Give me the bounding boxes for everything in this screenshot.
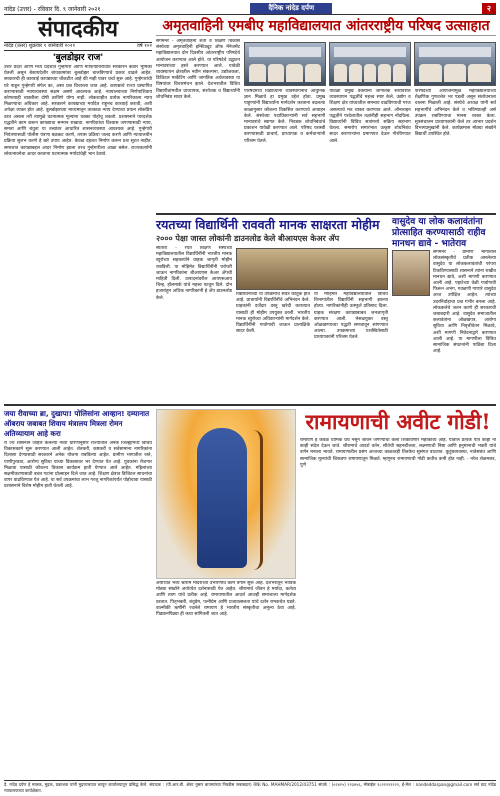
newspaper-name: दैनिक नांदेड दर्पण xyxy=(250,3,332,14)
story2side-headline: वासुदेव या लोक कलावंतांना प्रोत्साहित करण्यासाठी राहीव मानधन द्यावे - भातेराव xyxy=(392,217,486,249)
editorial-column xyxy=(4,17,152,400)
story2side-body: संगमनेर - ग्रामीण भागातील लोकसंस्कृतीचे प्रतीक असलेल्या वासुदेव या लोककलावंतांची परंपरा टिकविण्यासाठी शासनाने त्यांना राखीव मानधन द्यावे, अशी मागणी करण्यात आली आहे. पहाटेच्या वेळी गावोगावी फिरून अभंग, गवळणी गाणारे वासुदेव आज उपेक्षित आहेत. त्यांच्या उदरनिर्वाहाचा प्रश्न गंभीर बनला आहे. लोककलेचे जतन करणे ही सरकारची जबाबदारी आहे. वासुदेव समाजातील कलावंतांना ओळखपत्र, आरोग्य सुविधा आणि निवृत्तीवेतन मिळावे, अशी मागणी निवेदनाद्वारे करण्यात आली आहे. या मागणीला विविध सामाजिक संघटनांनी पाठिंबा दिला आहे. xyxy=(433,250,496,355)
story2-subhead: २००० पेक्षा जास्त लोकांनी डाउनलोड केले बीआयएस केअर ॲप xyxy=(156,234,340,243)
event-photo-3 xyxy=(414,42,496,86)
imprint-footer: दै. नांदेड दर्पण हे मालक, मुद्रक, प्रकाशक यांनी मुद्रणालयात छापून कार्यालयातून प्रसिद्ध केले. संपादक : (पी.आर.बी. ॲक्ट नुसार बातम्यांच्या निवडीस जबाबदार) RNI No. MAHMAR/2012/43751 संपर्क : (०२४२५) २२३४५६, मोबाईल ९८२२२२२२२२, ई-मेल : nandeddarpan@gmail.com सर्व वाद नांदेड न्यायालयाच्या कार्यक्षेत्रात. xyxy=(4,782,496,793)
story1-col2: परिषदेमध्ये विद्यार्थ्यांना व्यवस्थापनाचे आधुनिक ज्ञान मिळावे हा प्रमुख उद्देश होता. प्रमुख पाहुण्यांनी विद्यार्थ्यांना मार्गदर्शन करताना बदलत्या काळानुसार कौशल्य विकसित करण्याचे आवाहन केले. संस्थेच्या पदाधिकाऱ्यांनी सर्व सहभागी मान्यवरांचे स्वागत केले. निवडक शोधनिबंधांचे प्रकाशन यावेळी करण्यात आले. परिषद यशस्वी करण्यासाठी प्राचार्य, प्राध्यापक व कर्मचाऱ्यांनी परिश्रम घेतले. xyxy=(244,89,326,144)
vasudev-portrait xyxy=(392,250,430,296)
event-photo-2 xyxy=(329,42,411,86)
story1-headline: अमृतवाहिनी एमबीए महाविद्यालयात आंतरराष्ट्रीय परिषद उत्साहात xyxy=(156,17,496,36)
ramayan-title: रामायणाची अवीट गोडी! xyxy=(305,409,491,434)
story2-col2: विद्यार्थिनींच्या या उपक्रमाचे सर्वत्र कौतुक होत आहे. प्राचार्यांनी विद्यार्थिनींचे अभिनंदन केले. ग्राहकांनी दर्जेदार वस्तू खरेदी कराव्यात यासाठी ही मोहीम उपयुक्त ठरली. भारतीय मानक ब्युरोच्या अधिकाऱ्यांनी मार्गदर्शन केले. विद्यार्थिनींनी गावोगावी जाऊन प्रात्यक्षिके सादर केली. xyxy=(236,292,310,335)
story2 xyxy=(156,213,496,400)
page-number: २ xyxy=(482,3,496,14)
story1-col3: यावेळी प्रमुख वक्त्यांनी जागतिक स्तरावरील व्यवस्थापन पद्धतींचे महत्त्व स्पष्ट केले. उद्योग व शिक्षण क्षेत्र यांच्यातील समन्वय वाढविण्याची गरज असल्याचे मत व्यक्त करण्यात आले. ऑनलाइन पद्धतीने परदेशातील तज्ञांनीही सहभाग नोंदविला. विद्यार्थ्यांनी विविध सत्रांमध्ये सक्रिय सहभाग घेतला. समारोप समारंभात उत्कृष्ट शोधनिबंध सादर करणाऱ्यांना प्रमाणपत्र देऊन गौरविण्यात आले. xyxy=(329,89,411,144)
story2-photo xyxy=(236,248,388,290)
story1-col1: संगमनेर - अमृतवाहिनी शेती व शिक्षण विकास संस्थेच्या अमृतवाहिनी इन्स्टिट्यूट ऑफ मॅनेजमेंट महाविद्यालयात दोन दिवसीय आंतरराष्ट्रीय परिषदेचे आयोजन करण्यात आले होते. या परिषदेचे उद्घाटन मान्यवरांच्या हस्ते करण्यात आले. यावेळी व्यवस्थापन क्षेत्रातील नवीन संकल्पना, उद्योजकता, डिजिटल मार्केटिंग आणि जागतिक अर्थव्यवस्था या विषयांवर विचारमंथन झाले. देशभरातील विविध विद्यापीठांमधील प्राध्यापक, संशोधक व विद्यार्थ्यांनी शोधनिबंध सादर केले. xyxy=(156,39,240,100)
story3-headline: जया रीवाच्या ब्रा, दुखापा! पोलिसांना आव्हान! दम्यानात ऑबराय जबाबत शिवाय मंत्रालय मित्रला रोमन अतिव्यायाम आहे करा xyxy=(4,409,150,438)
story1-col4: परिषदेच्या आयोजनामुळे महाविद्यालयाच्या शैक्षणिक गुणवत्तेत भर पडली असून संशोधनाला चालना मिळाली आहे. संस्थेचे अध्यक्ष यांनी सर्व सहभागींचे अभिनंदन केले व भविष्यातही असे उपक्रम राबविण्याचा मानस व्यक्त केला. सूत्रसंचालन प्राध्यापकांनी केले तर आभार प्रदर्शन विभागप्रमुखांनी केले. कार्यक्रमास मोठ्या संख्येने विद्यार्थी उपस्थित होते. xyxy=(414,89,496,138)
masthead-year: वर्ष १०२ xyxy=(136,43,152,49)
story2-side xyxy=(392,217,496,400)
masthead-date: नांदेड (उत्तर) शुक्रवार ९ जानेवारी २०२१ xyxy=(4,43,76,49)
event-photo-1 xyxy=(244,42,326,86)
story2-col1: सातारा - रयत शिक्षण संस्थेच्या महाविद्यालयातील विद्यार्थिनींनी भारतीय मानक ब्युरोच्या सहकार्याने ग्राहक जागृती मोहीम राबविली. या मोहिमेत विद्यार्थिनींनी घरोघरी जाऊन नागरिकांना बीआयएस केअर ॲपची माहिती दिली. उत्पादनांवरील आयएसआय चिन्ह, हॉलमार्क यांचे महत्त्व पटवून दिले. दोन हजारांहून अधिक नागरिकांनी हे ॲप डाउनलोड केले. xyxy=(156,246,232,301)
editorial-masthead xyxy=(4,17,152,47)
editorial-title: 'बुलडोझर राज' xyxy=(52,53,104,63)
ramayan-body: रामायण हे केवळ धार्मिक ग्रंथ नसून जीवन जगण्याची कला शिकविणारे महाकाव्य आहे. यातील प्रत्येक पात्र काही ना काही संदेश देऊन जाते. श्रीरामाचे आदर्श वर्तन, सीतेची सहनशीलता, लक्ष्मणाची निष्ठा आणि हनुमानाची भक्ती यांचे वर्णन मनाला भावते. रामायणातील प्रसंग आजच्या काळातही तितकेच सुसंगत वाटतात. कुटुंबव्यवस्था, नातेसंबंध आणि सामाजिक मूल्यांची शिकवण रामायणातून मिळते. म्हणूनच रामायणाची गोडी कधीच कमी होत नाही. - नरेश शेळमकर, पुणे xyxy=(300,438,496,468)
story2-headline: रयतच्या विद्यार्थिनी राववती मानक साक्षरता मोहीम xyxy=(156,217,380,232)
main-news-area xyxy=(156,17,496,400)
story3-body: रा ज्य शासनाने जाहीर केलेल्या नव्या धोरणानुसार राज्यातील अनेक जिल्ह्यांमध्ये विविध विकासकामे सुरू करण्यात आली आहेत. शेतकरी, कष्टकरी व सर्वसामान्य नागरिकांना दिलासा देण्यासाठी सरकारने अनेक योजना राबविल्या आहेत. ग्रामीण भागातील रस्ते, पाणीपुरवठा, आरोग्य सुविधा यांच्या विकासावर भर देण्यात येत आहे. युवकांना रोजगार मिळावा यासाठी कौशल्य विकास कार्यक्रम हाती घेण्यात आले आहेत. महिलांच्या सक्षमीकरणासाठी बचत गटांना प्रोत्साहन दिले जात आहे. शिक्षण क्षेत्रात डिजिटल साधनांचा वापर वाढविण्यात येत आहे. या सर्व उपक्रमांचा लाभ गरजू नागरिकांपर्यंत पोहोचावा यासाठी प्रशासनाने विशेष मोहीम हाती घेतली आहे. xyxy=(4,441,152,490)
shri-ram-illustration xyxy=(156,409,296,579)
issue-date: नांदेड (उत्तर) - रविवार दि. ९ जानेवारी २०२१ xyxy=(4,5,101,13)
story3 xyxy=(4,404,496,641)
story1-photos xyxy=(244,42,496,86)
editorial-body: उत्तर प्रदेश आणि मध्य प्रदेशात गुन्हेगारी आणि माफियांविरोधात सरकारने कठोर भूमिका घेतली असून बेकायदेशीर बांधकामांवर बुलडोझर चालविण्याचे प्रकार वाढले आहेत. सरकारची ही कारवाई कायद्याच्या चौकटीत आहे की नाही यावर चर्चा सुरू आहे. गुन्हेगारांची घरे पाडून गुन्हेगारी संपेल का, असा प्रश्न विचारला जात आहे. कायद्याचे राज्य प्रस्थापित करण्यासाठी न्यायव्यवस्था सक्षम असणे आवश्यक आहे. न्यायालयाच्या निर्णयाशिवाय कोणत्याही व्यक्तीला दोषी ठरविणे योग्य नाही. लोकशाहीत प्रत्येक नागरिकाला न्याय मिळण्याचा अधिकार आहे. सरकारने कायद्याच्या मर्यादेत राहूनच कारवाई करावी, अशी अपेक्षा व्यक्त होत आहे. बुलडोझरच्या माध्यमातून तात्काळ न्याय देण्याचा प्रयत्न लोकप्रिय ठरत असला तरी त्यामुळे घटनात्मक मूल्यांना धक्का पोहोचू शकतो. प्रशासनाने पारदर्शक पद्धतीने काम करून कायद्याचा सन्मान राखावा. नागरिकांचा विश्वास जपण्यासाठी न्याय, समता आणि बंधुता या तत्त्वांवर आधारित शासनव्यवस्था आवश्यक आहे. गुन्हेगारी नियंत्रणासाठी पोलीस यंत्रणा बळकट करणे, तपास प्रक्रिया जलद करणे आणि न्यायालयीन प्रक्रिया सुलभ करणे हे खरे उपाय आहेत. केवळ दहशत निर्माण करून प्रश्न सुटत नाहीत. समाजात कायद्याबद्दल आदर निर्माण झाला तरच गुन्हेगारीला आळा बसेल. राज्यकर्त्यांनी लोकभावनेचा आदर करताना घटनात्मक मर्यादांचेही भान ठेवावे. xyxy=(4,65,152,157)
story2-col3: या मोहिमेत महाविद्यालयातील विविध विभागांतील विद्यार्थिनी सहभागी झाल्या होत्या. नागरिकांनीही उत्स्फूर्त प्रतिसाद दिला. ग्राहक संरक्षण कायद्याबाबत जनजागृती करण्यात आली. भेसळयुक्त वस्तू ओळखण्याच्या पद्धती समजावून सांगण्यात आल्या. उपक्रमाच्या यशस्वितेसाठी प्राध्यापकांनी परिश्रम घेतले. xyxy=(314,292,388,341)
masthead-title: संपादकीय xyxy=(37,16,119,42)
story3-mid: अयोध्येत भव्य श्रीराम मंदिराच्या उभारणीचे काम वेगाने सुरू आहे. देशभरातून भाविक मोठ्या संख्येने अयोध्येत दर्शनासाठी येत आहेत. श्रीरामाचे जीवन हे मर्यादा, कर्तव्य आणि त्याग यांचे प्रतीक आहे. रामायणातील आदर्श आजही समाजाला मार्गदर्शक ठरतात. पितृभक्ती, बंधुप्रेम, पत्नीप्रेम आणि प्रजावत्सलता यांचे दर्शन रामकथेत घडते. वाल्मीकी ऋषींनी रचलेले रामायण हे भारतीय संस्कृतीचा अमूल्य ठेवा आहे. पिढ्यानपिढ्या ही कथा सांगितली जात आहे. xyxy=(156,581,296,618)
top-bar xyxy=(4,3,496,15)
